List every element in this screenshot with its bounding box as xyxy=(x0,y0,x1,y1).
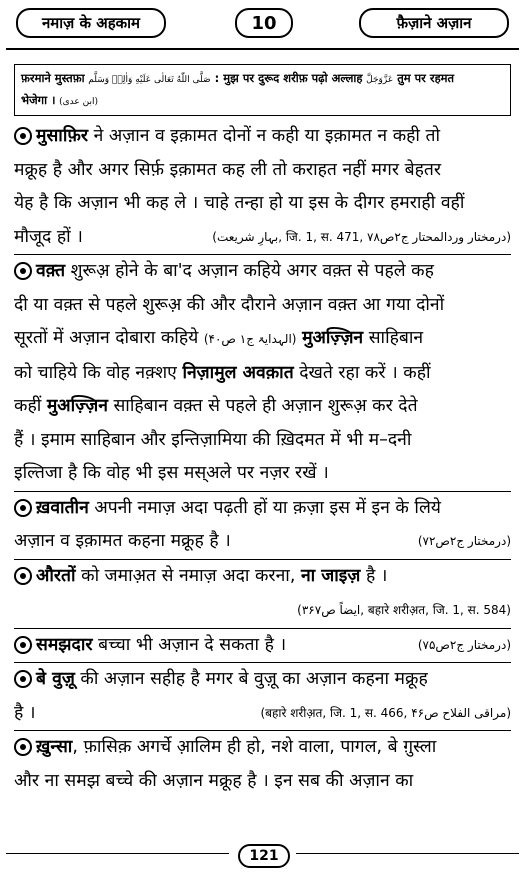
hadith-intro: फ़रमाने मुस्तफ़ा xyxy=(21,71,85,85)
keyword: मुअज़्ज़िन xyxy=(302,328,364,348)
azza-arabic: عَزَّوَجَلَّ xyxy=(366,75,394,85)
flower-bullet-icon xyxy=(14,738,32,756)
header-page-label: 10 xyxy=(235,8,293,38)
text-line: इल्तिजा है कि वोह भी इस मस्अले पर नज़र रखें । xyxy=(14,463,329,483)
flower-bullet-icon xyxy=(14,670,32,688)
footer-rule-right xyxy=(296,853,519,854)
reference: (الہدایۃ ج۱ ص۴۰) xyxy=(203,332,297,346)
text-line: शुरूअ़ होने के बा'द अज़ान कहिये अगर वक़्त से पहले कह xyxy=(65,261,434,281)
text-line: सूरतों में अज़ान दोबारा कहिये xyxy=(14,328,199,348)
keyword: मुसाफ़िर xyxy=(36,126,89,146)
flower-bullet-icon xyxy=(14,499,32,517)
page-content xyxy=(14,120,511,798)
text-line: को जमाअ़त से नमाज़ अदा करना, xyxy=(75,565,301,586)
text-line: को चाहिये कि वोह नक़्शए xyxy=(14,362,183,383)
text-line: मौजूद हों । xyxy=(14,226,83,247)
text-line: अज़ान व इक़ामत कहना मक्रूह है । xyxy=(14,531,231,551)
keyword: वक़्त xyxy=(36,261,66,281)
paragraph-khunsa xyxy=(14,731,511,798)
page-number: 121 xyxy=(238,844,290,868)
hadith-line2: भेजेगा । xyxy=(21,93,56,107)
reference: (درمختار ج۲ص۷۲) xyxy=(417,534,511,548)
reference: (बहारे शरीअ़त, जि. 1, स. 466, مراقی الفلاح ص۴۶) xyxy=(260,705,511,720)
allah-word: अल्लाह xyxy=(331,71,363,85)
keyword: समझदार xyxy=(36,634,93,655)
text-line: साहिबान वक़्त से पहले ही अज़ान शुरूअ़ कर देते xyxy=(107,396,418,416)
hadith-text: : मुझ पर दुरूद शरीफ़ पढ़ो xyxy=(210,71,332,85)
keyword: ख़ुन्सा xyxy=(36,737,73,757)
text-line: कहीं xyxy=(14,396,47,416)
keyword: औरतों xyxy=(36,565,76,586)
hadith-source: (ابن عدی) xyxy=(59,97,98,107)
header-chapter-title: नमाज़ के अहकाम xyxy=(16,8,166,38)
flower-bullet-icon xyxy=(14,636,32,654)
text-line: येह है कि अज़ान भी कह ले । चाहे तन्हा हो या इस के दीगर हमराही वहीं xyxy=(14,193,465,213)
hadith-text-2: तुम पर रहमत xyxy=(393,71,455,85)
hadith-box xyxy=(14,64,511,116)
paragraph-samajhdar xyxy=(14,629,511,663)
paragraph-auraton xyxy=(14,560,511,628)
keyword: ना जाइज़ xyxy=(300,565,361,586)
flower-bullet-icon xyxy=(14,567,32,585)
text-line: अपनी नमाज़ अदा पढ़ती हों या क़ज़ा इस में इन के लिये xyxy=(88,497,441,518)
text-line: दी या वक़्त से पहले शुरूअ़ की और दौराने अज़ान वक़्त आ गया दोनों xyxy=(14,294,445,315)
book-page xyxy=(6,6,519,874)
reference: (بہارِ شریعت, जि. 1, स. 471, درمختار وردالمحتار ج۲ص۷۸) xyxy=(212,229,511,244)
paragraph-be-wuzu xyxy=(14,663,511,730)
text-line: मक्रूह है और अगर सिर्फ़ इक़ामत कह ली तो कराहत नहीं मगर बेहतर xyxy=(14,159,442,180)
paragraph-khawateen xyxy=(14,492,511,559)
text-line: है । xyxy=(360,565,388,586)
text-line: बच्चा भी अज़ान दे सकता है । xyxy=(92,634,287,655)
keyword: निज़ामुल अवक़ात xyxy=(182,362,294,383)
text-line: देखते रहा करें । कहीं xyxy=(293,362,431,383)
header-book-title: फ़ैज़ाने अज़ान xyxy=(359,8,509,38)
honorific-arabic: صَلَّى اللّٰهُ تَعَالٰى عَلَيْهِ وَاٰلِهٖ وَسَلَّم xyxy=(88,75,211,85)
text-line: , फ़ासिक़ अगर्चे आ़लिम ही हो, नशे वाला, पागल, बे ग़ुस्ला xyxy=(72,737,437,757)
text-line: है । xyxy=(14,702,36,723)
header-rule xyxy=(6,48,519,50)
flower-bullet-icon xyxy=(14,127,32,145)
text-line: और ना समझ बच्चे की अज़ान मक्रूह है । इन सब की अज़ान का xyxy=(14,770,414,791)
keyword: बे वुज़ू xyxy=(36,669,75,689)
keyword: ख़वातीन xyxy=(36,497,89,518)
text-line: साहिबान xyxy=(363,328,424,348)
reference: (ایضاً ص۳۶۷, बहारे शरीअ़त, जि. 1, स. 584) xyxy=(297,603,511,617)
reference: (درمختار ج۲ص۷۵) xyxy=(417,637,511,652)
text-line: की अज़ान सहीह है मगर बे वुज़ू का अज़ान कहना मक्रूह xyxy=(74,669,428,689)
footer-rule-left xyxy=(6,853,229,854)
text-line: हैं । इमाम साहिबान और इन्तिज़ामिया की ख़िदमत में भी म–दनी xyxy=(14,429,412,450)
paragraph-musafir xyxy=(14,120,511,254)
text-line: ने अज़ान व इक़ामत दोनों न कही या इक़ामत न कही तो xyxy=(88,126,441,146)
keyword: मुअज़्ज़िन xyxy=(46,396,108,416)
flower-bullet-icon xyxy=(14,262,32,280)
paragraph-waqt xyxy=(14,255,511,491)
